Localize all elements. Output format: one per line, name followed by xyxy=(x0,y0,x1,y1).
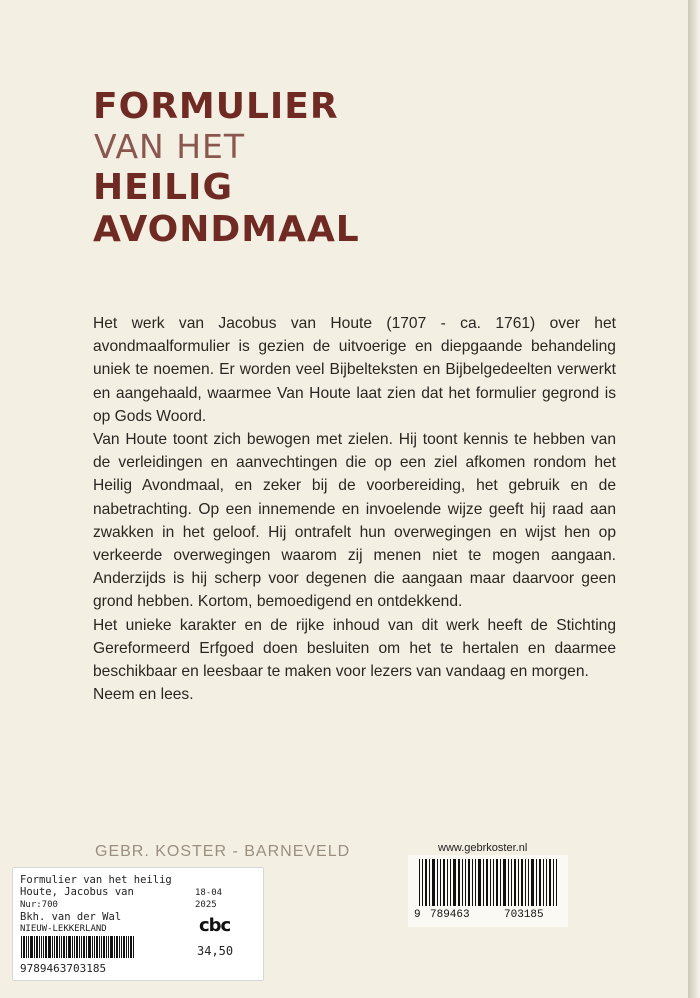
barcode-bar xyxy=(422,859,423,906)
barcode-bar xyxy=(450,859,451,906)
barcode-bar xyxy=(48,936,51,958)
barcode-bar xyxy=(92,936,93,958)
sticker-town: NIEUW-LEKKERLAND xyxy=(20,924,107,934)
price-sticker xyxy=(12,867,264,981)
sticker-nur-code: Nur:700 xyxy=(20,900,58,910)
barcode-bar xyxy=(437,859,438,906)
barcode-bar xyxy=(96,936,98,958)
title-line-heilig: HEILIG xyxy=(93,167,233,208)
barcode-bar xyxy=(61,936,62,958)
barcode-bar xyxy=(74,936,75,958)
barcode-bar xyxy=(39,936,40,958)
barcode-digit-lead: 9 xyxy=(414,909,421,921)
barcode-bar xyxy=(518,859,519,906)
publisher-name: GEBR. KOSTER - BARNEVELD xyxy=(95,843,351,860)
barcode-bar xyxy=(88,936,91,958)
barcode-bar xyxy=(493,859,494,906)
barcode-bar xyxy=(86,936,87,958)
barcode-bar xyxy=(475,859,476,906)
barcode-bar xyxy=(45,936,47,958)
sticker-isbn: 9789463703185 xyxy=(20,962,107,975)
barcode-bar xyxy=(432,859,435,906)
barcode-bar xyxy=(56,936,58,958)
barcode-bar xyxy=(472,859,473,906)
barcode-bar xyxy=(486,859,488,906)
barcode-bar xyxy=(458,859,460,906)
sticker-barcode xyxy=(21,936,169,958)
barcode-bar xyxy=(419,859,420,906)
barcode-bar xyxy=(503,859,506,906)
barcode-bar xyxy=(468,859,470,906)
barcode-bar xyxy=(453,859,456,906)
barcode-bar xyxy=(496,859,498,906)
barcode-bar xyxy=(21,936,22,958)
barcode-bar xyxy=(500,859,501,906)
barcode-bar xyxy=(103,936,105,958)
sticker-book-title: Formulier van het heilig xyxy=(20,874,172,886)
blurb-text xyxy=(93,312,616,706)
barcode-bar xyxy=(447,859,448,906)
barcode-bar xyxy=(553,859,554,906)
barcode-bar xyxy=(126,936,127,958)
barcode-bar xyxy=(110,936,113,958)
barcode-bar xyxy=(531,859,534,906)
barcode-bar xyxy=(68,936,71,958)
book-title xyxy=(93,86,360,251)
barcode-bar xyxy=(36,936,38,958)
sticker-date-day: 18-04 xyxy=(195,888,223,898)
barcode-bar xyxy=(63,936,65,958)
title-line-formulier: FORMULIER xyxy=(93,86,339,127)
barcode-bar xyxy=(79,936,80,958)
blurb-paragraph: Het werk van Jacobus van Houte (1707 - ca. 1761) over het avondmaalformulier is gezien de uitvoerige en diepgaande behandeling uniek te noemen. Er worden veel Bijbelteksten en Bijbelgedeelten verwerkt en aangehaald, waarmee Van Houte laat zien dat het formulier gegrond is op Gods Woord. xyxy=(93,315,616,425)
barcode-bar xyxy=(52,936,53,958)
barcode-bar xyxy=(94,936,95,958)
barcode-bar xyxy=(23,936,25,958)
barcode-bar xyxy=(536,859,537,906)
cbc-logo: cbc xyxy=(199,915,231,936)
barcode-bar xyxy=(43,936,44,958)
barcode-bar xyxy=(514,859,516,906)
barcode-bars xyxy=(419,859,559,906)
barcode-bar xyxy=(34,936,35,958)
sticker-author: Houte, Jacobus van xyxy=(20,886,134,898)
barcode-bar xyxy=(556,859,557,906)
barcode-bar xyxy=(429,859,430,906)
barcode-bar xyxy=(83,936,85,958)
barcode-bar xyxy=(521,859,523,906)
barcode-bar xyxy=(528,859,529,906)
title-line-van-het: VAN HET xyxy=(94,127,246,166)
barcode-bar xyxy=(525,859,526,906)
barcode-bar xyxy=(133,936,134,958)
barcode-bar xyxy=(116,936,118,958)
barcode-bar xyxy=(66,936,67,958)
barcode-bar xyxy=(76,936,78,958)
barcode-bar xyxy=(490,859,491,906)
barcode-bar xyxy=(443,859,445,906)
barcode-bar xyxy=(462,859,463,906)
sticker-price: 34,50 xyxy=(197,944,234,958)
barcode-bar xyxy=(478,859,481,906)
sticker-shop-name: Bkh. van der Wal xyxy=(20,911,122,923)
barcode-bar xyxy=(128,936,129,958)
barcode-bar xyxy=(28,936,29,958)
barcode-bar xyxy=(108,936,109,958)
blurb-paragraph: Neem en lees. xyxy=(93,686,194,704)
barcode-bar xyxy=(119,936,120,958)
barcode-bar xyxy=(539,859,541,906)
sticker-date-year: 2025 xyxy=(195,900,217,910)
barcode-bar xyxy=(114,936,115,958)
cover-edge xyxy=(688,0,700,998)
barcode-bar xyxy=(511,859,512,906)
barcode-bar xyxy=(483,859,484,906)
barcode-bar xyxy=(101,936,102,958)
publisher-website: www.gebrkoster.nl xyxy=(438,842,528,854)
barcode-bar xyxy=(99,936,100,958)
barcode-bar xyxy=(106,936,107,958)
barcode-bar xyxy=(549,859,551,906)
blurb-paragraph: Het unieke karakter en de rijke inhoud van dit werk heeft de Stichting Gereformeerd Erfgoed doen besluiten om het te hertalen en daarmee beschikbaar en leesbaar te maken voor lezers van vandaag en morgen. xyxy=(93,616,616,681)
barcode-bar xyxy=(508,859,509,906)
barcode-bar xyxy=(546,859,547,906)
barcode-bar xyxy=(465,859,466,906)
barcode-bar xyxy=(425,859,427,906)
isbn-barcode xyxy=(408,855,568,927)
barcode-digit-group-1: 789463 xyxy=(430,909,470,921)
barcode-digit-group-2: 703185 xyxy=(504,909,544,921)
barcode-bar xyxy=(54,936,55,958)
barcode-bar xyxy=(130,936,132,958)
barcode-bar xyxy=(26,936,27,958)
blurb-paragraph: Van Houte toont zich bewogen met zielen. Hij toont kennis te hebben van de verleidingen en aanvechtingen die op een ziel afkomen rondom het Heilig Avondmaal, en zeker bij de voorbereiding, het gebruik en de nabetrachting. Op een innemende en invoelende wijze geeft hij raad aan zwakken in het geloof. Hij ontrafelt hun overwegingen en wijst hen op verkeerde overwegingen waarom zij menen niet te mogen aangaan. Anderzijds is hij scherp voor degenen die aangaan maar daarvoor geen grond hebben. Kortom, bemoedigend en ontdekkend. xyxy=(93,431,616,611)
barcode-bar xyxy=(440,859,441,906)
barcode-bar xyxy=(81,936,82,958)
barcode-bar xyxy=(123,936,125,958)
barcode-bar xyxy=(72,936,73,958)
barcode-bar xyxy=(30,936,33,958)
barcode-bar xyxy=(121,936,122,958)
barcode-bar xyxy=(59,936,60,958)
barcode-bar xyxy=(41,936,42,958)
barcode-bar xyxy=(543,859,544,906)
title-line-avondmaal: AVONDMAAL xyxy=(93,209,360,250)
